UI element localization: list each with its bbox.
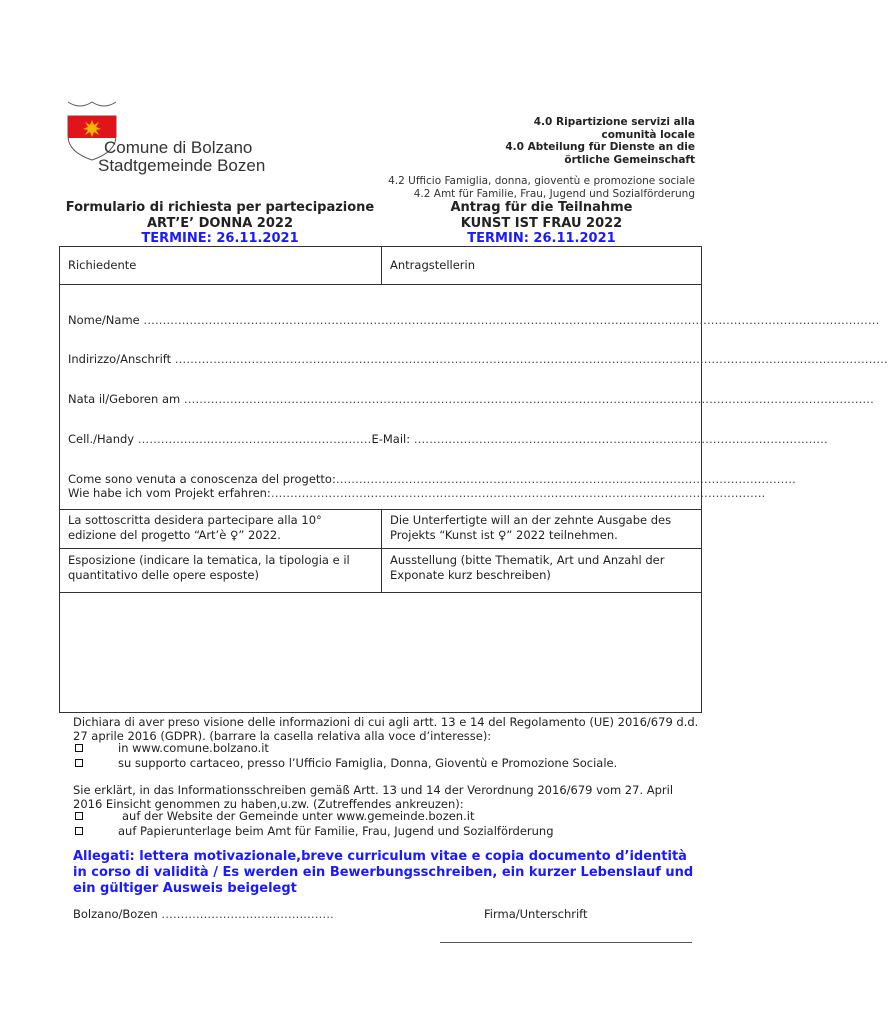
title-de — [381, 200, 702, 247]
title-it-line2: ART’E’ DONNA 2022 — [146, 215, 293, 231]
checkbox-privacy-de-paper[interactable] — [75, 827, 83, 835]
deadline-de: TERMIN: 26.11.2021 — [467, 231, 616, 246]
birth-label: Nata il/Geboren am — [68, 392, 181, 406]
dept-line: örtliche Gemeinschaft — [564, 153, 695, 166]
privacy-it-option1: in www.comune.bolzano.it — [118, 741, 269, 755]
privacy-text-it: Dichiara di aver preso visione delle informazioni di cui agli artt. 13 e 14 del Regolamento (UE) 2016/679 d.d. 27 aprile 2016 (GDPR). (barrare la casella relativa alla voce d’interesse): — [73, 715, 699, 743]
title-de-line2: KUNST IST FRAU 2022 — [460, 215, 623, 231]
checkbox-privacy-it-paper[interactable] — [75, 759, 83, 767]
municipality-name-it: Comune di Bolzano — [104, 138, 253, 157]
checkbox-privacy-it-web[interactable] — [75, 744, 83, 752]
privacy-text-de: Sie erklärt, in das Informationsschreiben gemäß Artt. 13 und 14 der Verordnung 2016/679 vom 27. April 2016 Einsicht genommen zu haben,u.zw. (Zutreffendes ankreuzen): — [73, 783, 674, 811]
source-field-de[interactable]: Wie habe ich vom Projekt erfahren:………………………………………………………………………………………………………………… — [68, 486, 766, 500]
source-field-it[interactable]: Come sono venuta a conoscenza del progetto:………………………………………………………………………………………………………… — [68, 472, 796, 486]
dept-line: 4.0 Abteilung für Dienste an die — [505, 141, 695, 153]
participate-de: Die Unterfertigte will an der zehnte Ausgabe des Projekts “Kunst ist ♀” 2022 teilnehmen. — [390, 513, 672, 542]
address-label: Indirizzo/Anschrift — [68, 352, 172, 366]
place-field[interactable]: Bolzano/Bozen ……………………………………… — [73, 907, 334, 921]
office-block — [388, 175, 695, 201]
privacy-de-option1: auf der Website der Gemeinde unter www.gemeinde.bozen.it — [122, 809, 475, 823]
office-line: 4.2 Ufficio Famiglia, donna, gioventù e promozione sociale — [388, 175, 695, 187]
title-de-line1: Antrag für die Teilnahme — [450, 200, 633, 215]
checkbox-privacy-de-web[interactable] — [75, 812, 83, 820]
divider — [381, 509, 382, 592]
title-it-line1: Formulario di richiesta per partecipazione — [65, 200, 375, 215]
phone-email-field[interactable]: Cell./Handy ……………….……………………………………E-Mail: ……………………………………………………………………………………………… — [68, 432, 828, 446]
applicant-label-it: Richiedente — [68, 258, 137, 272]
address-field[interactable]: Indirizzo/Anschrift …………………………………………………………………………………………………………………………………………………………………… — [68, 352, 888, 366]
participate-it: La sottoscritta desidera partecipare alla 10° edizione del progetto “Art’è ♀” 2022. — [68, 513, 322, 542]
privacy-de-option2: auf Papierunterlage beim Amt für Familie, Frau, Jugend und Sozialförderung — [118, 824, 554, 838]
email-label: E-Mail: — [371, 432, 411, 446]
signature-label: Firma/Unterschrift — [484, 907, 588, 921]
phone-label: Cell./Handy — [68, 432, 135, 446]
privacy-it-option2: su supporto cartaceo, presso l’Ufficio Famiglia, Donna, Gioventù e Promozione Sociale. — [118, 756, 618, 770]
municipality-name-de: Stadtgemeinde Bozen — [98, 156, 266, 175]
signature-line[interactable] — [440, 942, 692, 943]
exhibit-label-it: Esposizione (indicare la tematica, la tipologia e il quantitativo delle opere esposte) — [68, 553, 350, 582]
source-label-de: Wie habe ich vom Projekt erfahren: — [68, 486, 271, 500]
divider — [381, 246, 382, 284]
title-it — [59, 200, 381, 247]
dept-line: comunità locale — [601, 128, 695, 141]
exhibit-description-area[interactable] — [60, 593, 701, 712]
name-label: Nome/Name — [68, 313, 140, 327]
exhibit-label-de: Ausstellung (bitte Thematik, Art und Anzahl der Exponate kurz beschreiben) — [390, 553, 665, 582]
birth-field[interactable]: Nata il/Geboren am ……………………………………………………………………………………………………………………………………………………………… — [68, 392, 874, 406]
attachments-note: Allegati: lettera motivazionale,breve curriculum vitae e copia documento d’identità in corso di validità / Es werden ein Bewerbungsschreiben, ein kurzer Lebenslauf und ein gültiger Ausweis beigelegt — [73, 849, 694, 896]
name-field[interactable]: Nome/Name ………………………………………………………………………………………………………………………………………………………………………… — [68, 313, 880, 327]
applicant-label-de: Antragstellerin — [390, 258, 475, 272]
office-line: 4.2 Amt für Familie, Frau, Jugend und Sozialförderung — [413, 188, 695, 200]
source-label-it: Come sono venuta a conoscenza del progetto: — [68, 472, 336, 486]
dept-line: 4.0 Ripartizione servizi alla — [533, 116, 695, 128]
divider — [59, 284, 702, 285]
department-block — [505, 116, 695, 166]
deadline-it: TERMINE: 26.11.2021 — [141, 231, 299, 246]
place-label: Bolzano/Bozen — [73, 907, 158, 921]
